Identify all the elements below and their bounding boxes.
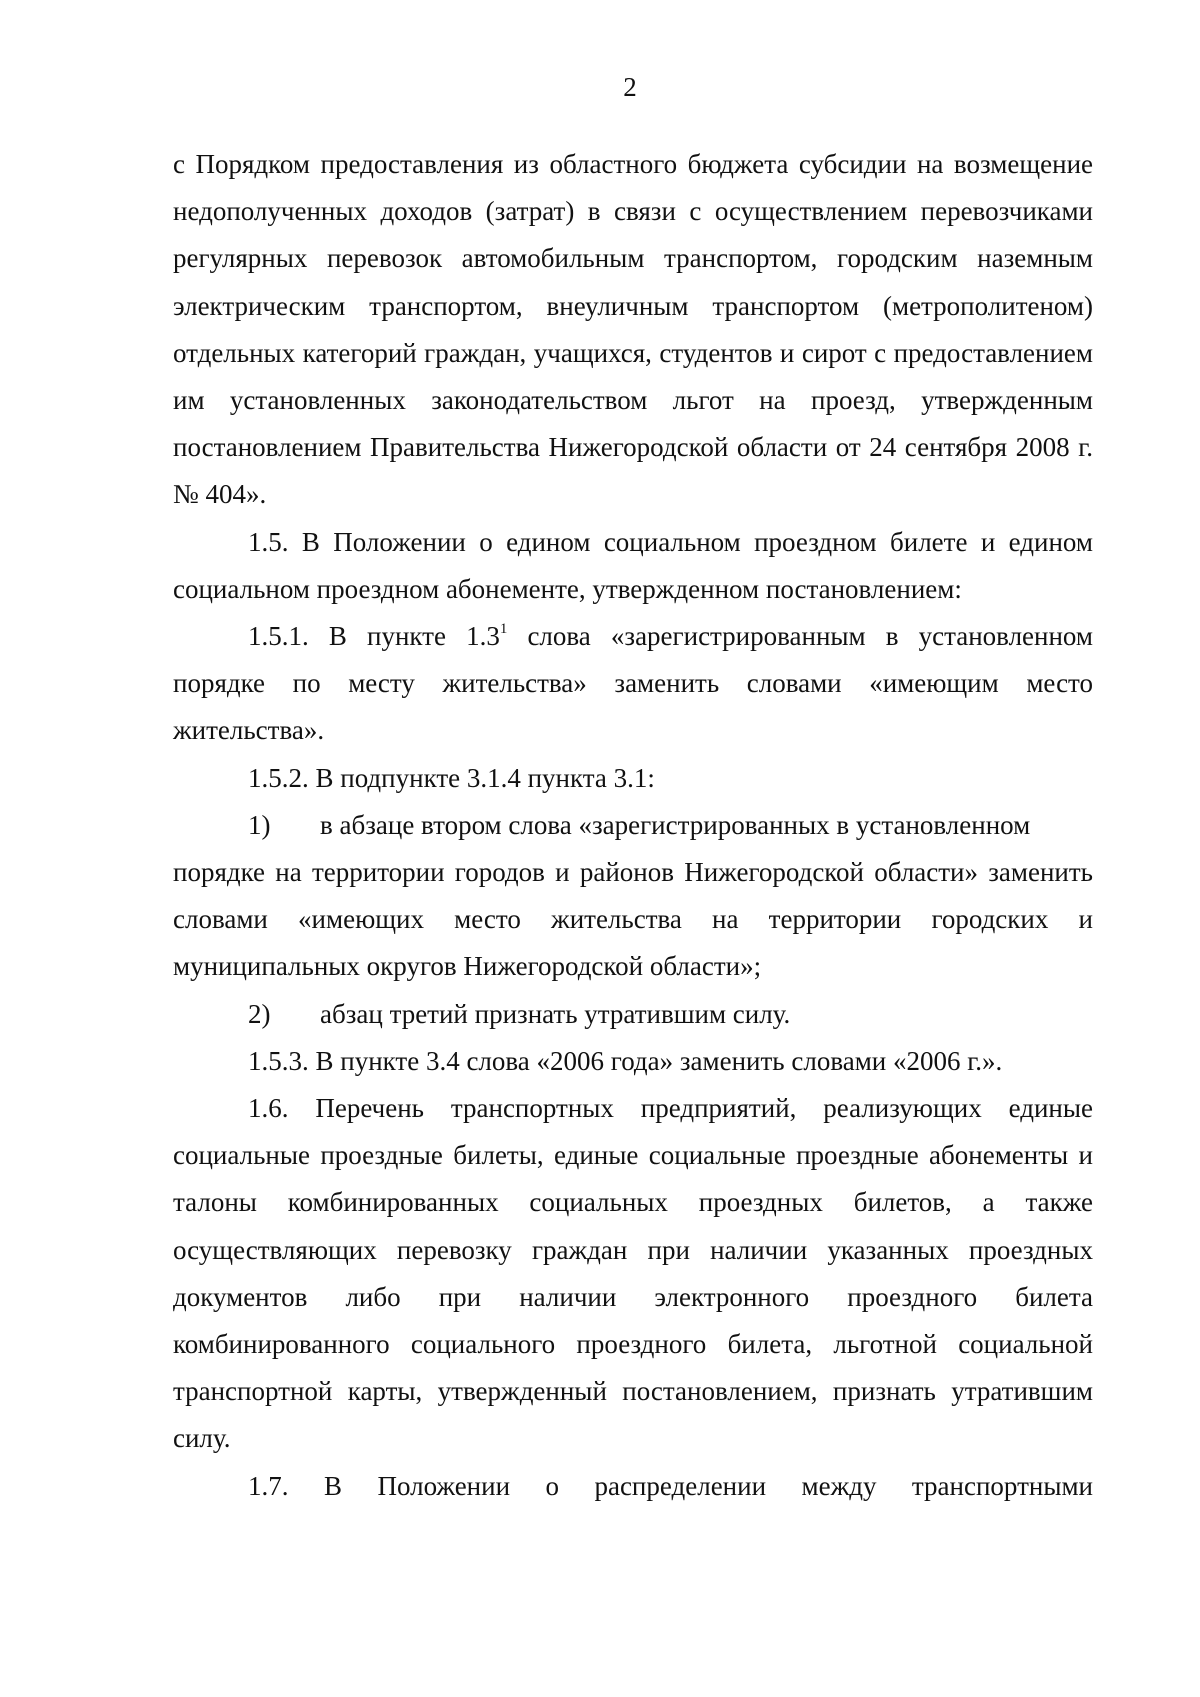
superscript-index: 1: [499, 621, 508, 638]
list-item-2: [173, 991, 1093, 1038]
paragraph-1-5-2: 1.5.2. В подпункте 3.1.4 пункта 3.1:: [248, 762, 655, 793]
paragraph-1-7: 1.7. В Положении о распределении между транспортными: [248, 1470, 1093, 1501]
list-item-1-continuation: порядке на территории городов и районов Нижегородской области» заменить словами «имеющих место жительства на территории городских и муниципальных округов Нижегородской области»;: [173, 857, 1093, 982]
paragraph-1-6: 1.6. Перечень транспортных предприятий, реализующих единые социальные проездные билеты, единые социальные проездные абонементы и талоны комбинированных социальных проездных билетов, а также осуществляющих перевозку граждан при наличии указанных проездных документов либо при наличии электронного проездного билета комбинированного социального проездного билета, льготной социальной транспортной карты, утвержденный постановлением, признать утратившим силу.: [173, 1093, 1093, 1454]
paragraph-1-5-1-start: 1.5.1. В пункте 1.3: [248, 621, 500, 652]
list-item-2-text: абзац третий признать утратившим силу.: [320, 998, 791, 1029]
page-number: 2: [623, 72, 637, 102]
paragraph-1-5-1-end: слова «зарегистрированным в установленном порядке по месту жительства» заменить словами «имеющим место жительства».: [173, 621, 1093, 746]
list-item-1: [173, 802, 1093, 849]
paragraph-1-5: 1.5. В Положении о едином социальном проездном билете и едином социальном проездном абонементе, утвержденном постановлением:: [173, 526, 1093, 604]
list-item-2-number: 2): [248, 998, 271, 1029]
document-body: [173, 141, 1093, 1510]
list-item-1-number: 1): [248, 809, 271, 840]
paragraph-1-5-3: 1.5.3. В пункте 3.4 слова «2006 года» заменить словами «2006 г.».: [248, 1045, 1003, 1076]
paragraph-1-5-1: [173, 613, 1093, 755]
list-item-1-first-line: в абзаце втором слова «зарегистрированных в установленном: [320, 809, 1031, 840]
paragraph-order-reference: с Порядком предоставления из областного бюджета субсидии на возмещение недополученных доходов (затрат) в связи с осуществлением перевозчиками регулярных перевозок автомобильным транспортом, городским наземным электрическим транспортом, внеуличным транспортом (метрополитеном) отдельных категорий граждан, учащихся, студентов и сирот с предоставлением им установленных законодательством льгот на проезд, утвержденным постановлением Правительства Нижегородской области от 24 сентября 2008 г. № 404».: [173, 149, 1093, 510]
